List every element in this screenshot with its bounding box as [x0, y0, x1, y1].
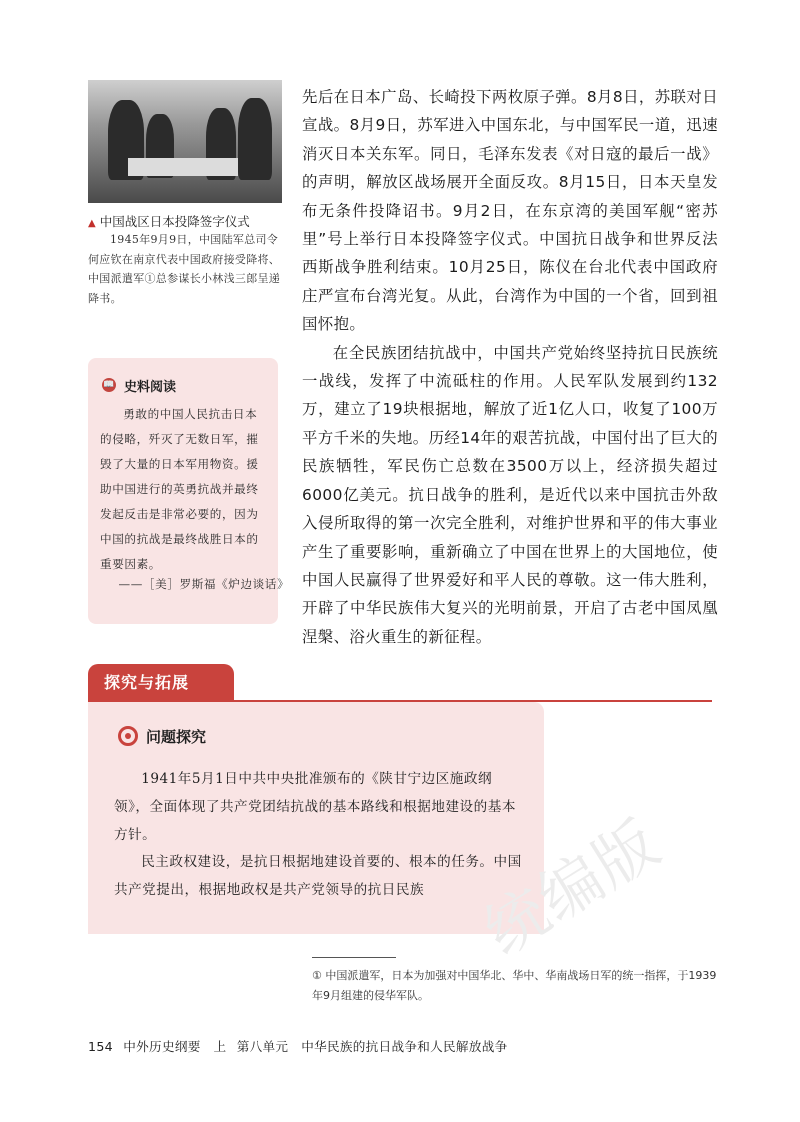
photo-caption-body: 1945年9月9日，中国陆军总司令何应钦在南京代表中国政府接受降将、中国派遣军①总参谋长小林浅三郎呈递降书。	[88, 233, 281, 305]
surrender-ceremony-photo	[88, 80, 282, 203]
book-icon: 📖	[103, 380, 115, 390]
question-icon	[118, 726, 138, 746]
photo-caption-title: ▲ 中国战区日本投降签字仪式	[88, 214, 250, 229]
source-reading-text: 勇敢的中国人民抗击日本的侵略，歼灭了无数日军，摧毁了大量的日本军用物资。援助中国进行的英勇抗战并最终发起反击是非常必要的，因为中国的抗战是最终战胜日本的重要因素。	[100, 407, 259, 571]
triangle-icon: ▲	[88, 218, 96, 229]
footnote: ① 中国派遣军，日本为加强对中国华北、华中、华南战场日军的统一指挥，于1939年9月组建的侵华军队。	[312, 969, 717, 1002]
footnote-rule	[312, 957, 396, 958]
main-paragraph-1: 先后在日本广岛、长崎投下两枚原子弹。8月8日，苏联对日宣战。8月9日，苏军进入中国东北，与中国军民一道，迅速消灭日本关东军。同日，毛泽东发表《对日寇的最后一战》的声明，解放区战场展开全面反攻。8月15日，日本天皇发布无条件投降诏书。9月2日，在东京湾的美国军舰“密苏里”号上举行日本投降签字仪式。中国抗日战争和世界反法西斯战争胜利结束。10月25日，陈仪在台北代表中国政府庄严宣布台湾光复。从此，台湾作为中国的一个省，回到祖国怀抱。	[302, 88, 718, 334]
question-explore-title: 问题探究	[146, 728, 207, 746]
book-title: 中外历史纲要 上	[123, 1039, 227, 1054]
question-explore-text	[114, 766, 526, 905]
explore-paragraph-2: 民主政权建设，是抗日根据地建设首要的、根本的任务。中国共产党提出，根据地政权是共产党领导的抗日民族	[114, 854, 522, 899]
page-footer	[88, 1036, 514, 1055]
page-number: 154	[88, 1039, 113, 1054]
unit-title: 第八单元 中华民族的抗日战争和人民解放战争	[236, 1039, 508, 1054]
source-reading-box	[88, 358, 290, 624]
source-reading-attribution: ——［美］罗斯福《炉边谈话》	[118, 577, 290, 591]
explore-paragraph-1: 1941年5月1日中共中央批准颁布的《陕甘宁边区施政纲领》，全面体现了共产党团结抗战的基本路线和根据地建设的基本方针。	[114, 771, 516, 843]
main-paragraph-2: 在全民族团结抗战中，中国共产党始终坚持抗日民族统一战线，发挥了中流砥柱的作用。人民军队发展到约132万，建立了19块根据地，解放了近1亿人口，收复了100万平方千米的失地。历经14年的艰苦抗战，中国付出了巨大的民族牺牲，军民伤亡总数在3500万以上，经济损失超过6000亿美元。抗日战争的胜利，是近代以来中国抗击外敌入侵所取得的第一次完全胜利，对维护世界和平的伟大事业产生了重要影响，重新确立了中国在世界上的大国地位，使中国人民赢得了世界爱好和平人民的尊敬。这一伟大胜利，开辟了中华民族伟大复兴的光明前景，开启了古老中国凤凰涅槃、浴火重生的新征程。	[302, 343, 718, 646]
watermark: 统编版	[471, 805, 673, 970]
explore-banner: 探究与拓展	[88, 664, 234, 702]
main-text	[302, 83, 718, 651]
source-reading-title: 史料阅读	[124, 380, 177, 395]
